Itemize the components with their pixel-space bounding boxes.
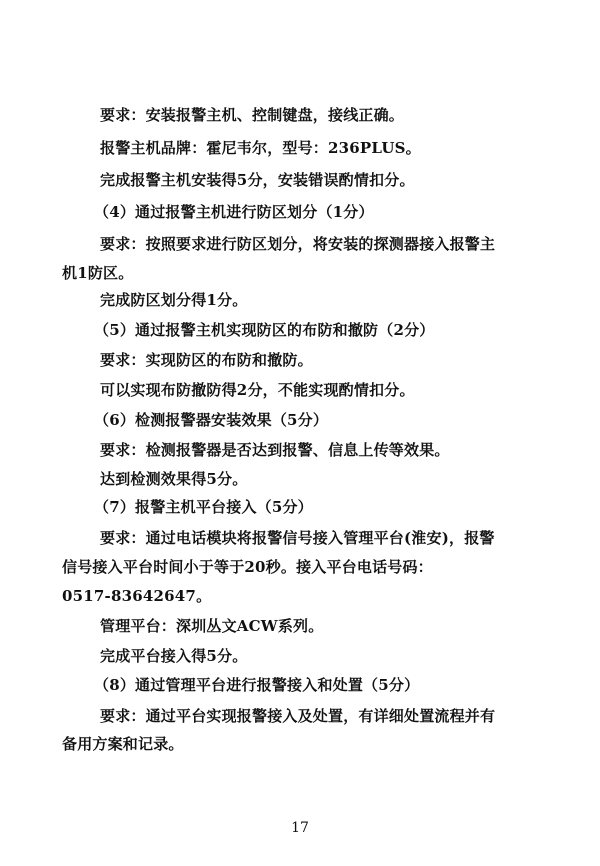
paragraph-line: 可以实现布防撤防得2分，不能实现酌情扣分。 — [100, 381, 415, 399]
paragraph-line: 要求：检测报警器是否达到报警、信息上传等效果。 — [100, 441, 450, 459]
paragraph-line: 0517-83642647。 — [62, 587, 212, 605]
paragraph-line: 备用方案和记录。 — [62, 735, 184, 753]
section-heading: （7）报警主机平台接入（5分） — [94, 498, 313, 516]
section-heading: （6）检测报警器安装效果（5分） — [94, 411, 329, 429]
paragraph-line: 完成报警主机安装得5分，安装错误酌情扣分。 — [100, 171, 415, 189]
paragraph-line: 达到检测效果得5分。 — [100, 470, 248, 488]
page-number: 17 — [291, 820, 309, 836]
paragraph-line: 要求：通过电话模块将报警信号接入管理平台(淮安)，报警 — [100, 529, 495, 547]
paragraph-line: 要求：按照要求进行防区划分，将安装的探测器接入报警主 — [100, 235, 496, 253]
paragraph-line: 报警主机品牌：霍尼韦尔，型号：236PLUS。 — [100, 139, 421, 157]
section-heading: （5）通过报警主机实现防区的布防和撤防（2分） — [94, 321, 435, 339]
paragraph-line: 信号接入平台时间小于等于20秒。接入平台电话号码： — [62, 558, 433, 576]
paragraph-line: 机1防区。 — [62, 264, 134, 282]
section-heading: （8）通过管理平台进行报警接入和处置（5分） — [94, 676, 420, 694]
section-heading: （4）通过报警主机进行防区划分（1分） — [94, 203, 374, 221]
paragraph-line: 管理平台：深圳丛文ACW系列。 — [100, 617, 324, 635]
paragraph-line: 要求：实现防区的布防和撤防。 — [100, 351, 313, 369]
paragraph-line: 完成防区划分得1分。 — [100, 291, 248, 309]
paragraph-line: 要求：安装报警主机、控制键盘，接线正确。 — [100, 106, 405, 124]
paragraph-line: 完成平台接入得5分。 — [100, 647, 248, 665]
paragraph-line: 要求：通过平台实现报警接入及处置，有详细处置流程并有 — [100, 707, 496, 725]
